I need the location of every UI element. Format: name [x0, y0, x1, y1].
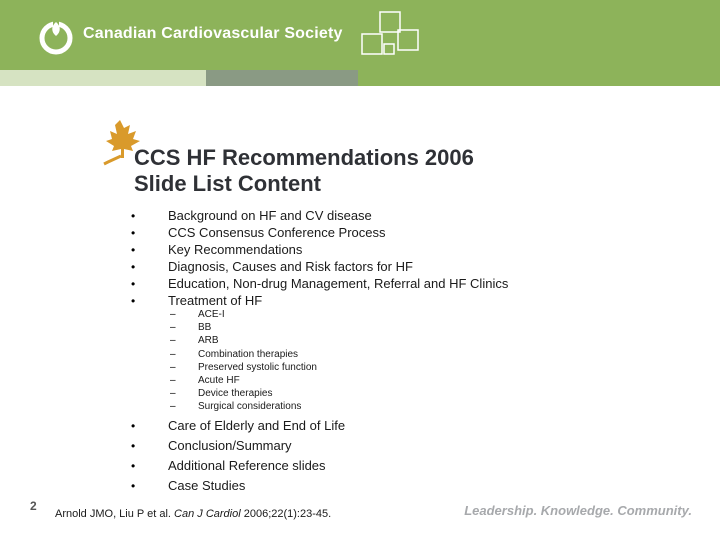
list-subitem: ACE-I — [198, 309, 225, 320]
bullet-marker: • — [131, 260, 136, 274]
dash-marker: – — [170, 322, 176, 334]
list-subitem: Combination therapies — [198, 348, 299, 360]
dash-marker: – — [170, 388, 176, 400]
bullet-marker: • — [131, 479, 136, 493]
list-item: Treatment of HF — [168, 293, 263, 308]
citation-journal: Can J Cardiol — [174, 508, 241, 520]
bullet-marker: • — [131, 439, 136, 453]
header-band-green — [358, 70, 720, 86]
tagline: Leadership. Knowledge. Community. — [464, 503, 692, 518]
decorative-squares-icon — [358, 10, 420, 66]
slide-title-line2: Slide List Content — [134, 171, 321, 196]
list-item: Additional Reference slides — [168, 458, 326, 473]
list-item: Care of Elderly and End of Life — [168, 418, 346, 433]
dash-marker: – — [170, 361, 176, 373]
slide-title — [134, 145, 474, 197]
slide-title-line1: CCS HF Recommendations 2006 — [134, 145, 474, 170]
citation-prefix: Arnold JMO, Liu P et al. — [55, 508, 175, 520]
bullet-marker: • — [131, 419, 136, 433]
dash-marker: – — [170, 375, 176, 386]
list-item: Conclusion/Summary — [168, 438, 292, 453]
header-band-light — [0, 70, 206, 86]
ccs-logo-icon — [36, 16, 76, 56]
list-subitem: Preserved systolic function — [198, 361, 317, 373]
list-item: Background on HF and CV disease — [168, 208, 372, 223]
list-item: Key Recommendations — [168, 242, 303, 257]
list-item: Education, Non-drug Management, Referral and HF Clinics — [168, 276, 509, 291]
dash-marker: – — [170, 348, 176, 360]
citation-suffix: 2006;22(1):23-45. — [240, 508, 332, 520]
dash-marker: – — [170, 401, 176, 413]
list-subitem: Surgical considerations — [198, 401, 302, 413]
list-item: Case Studies — [168, 478, 246, 493]
org-name: Canadian Cardiovascular Society — [83, 25, 343, 42]
list-item: Diagnosis, Causes and Risk factors for HF — [168, 259, 413, 274]
list-item: CCS Consensus Conference Process — [168, 225, 386, 240]
page-number: 2 — [30, 499, 37, 513]
bullet-marker: • — [131, 277, 136, 291]
list-subitem: Device therapies — [198, 388, 273, 400]
bullet-marker: • — [131, 209, 136, 223]
list-subitem: Acute HF — [198, 375, 240, 386]
list-subitem: BB — [198, 322, 212, 334]
header-band-gray — [206, 70, 358, 86]
dash-marker: – — [170, 309, 176, 320]
bullet-marker: • — [131, 459, 136, 473]
bullet-marker: • — [131, 226, 136, 240]
list-subitem: ARB — [198, 335, 219, 347]
citation — [55, 508, 331, 520]
bullet-marker: • — [131, 243, 136, 257]
dash-marker: – — [170, 335, 176, 347]
bullet-marker: • — [131, 294, 136, 308]
header-bar — [0, 0, 720, 70]
